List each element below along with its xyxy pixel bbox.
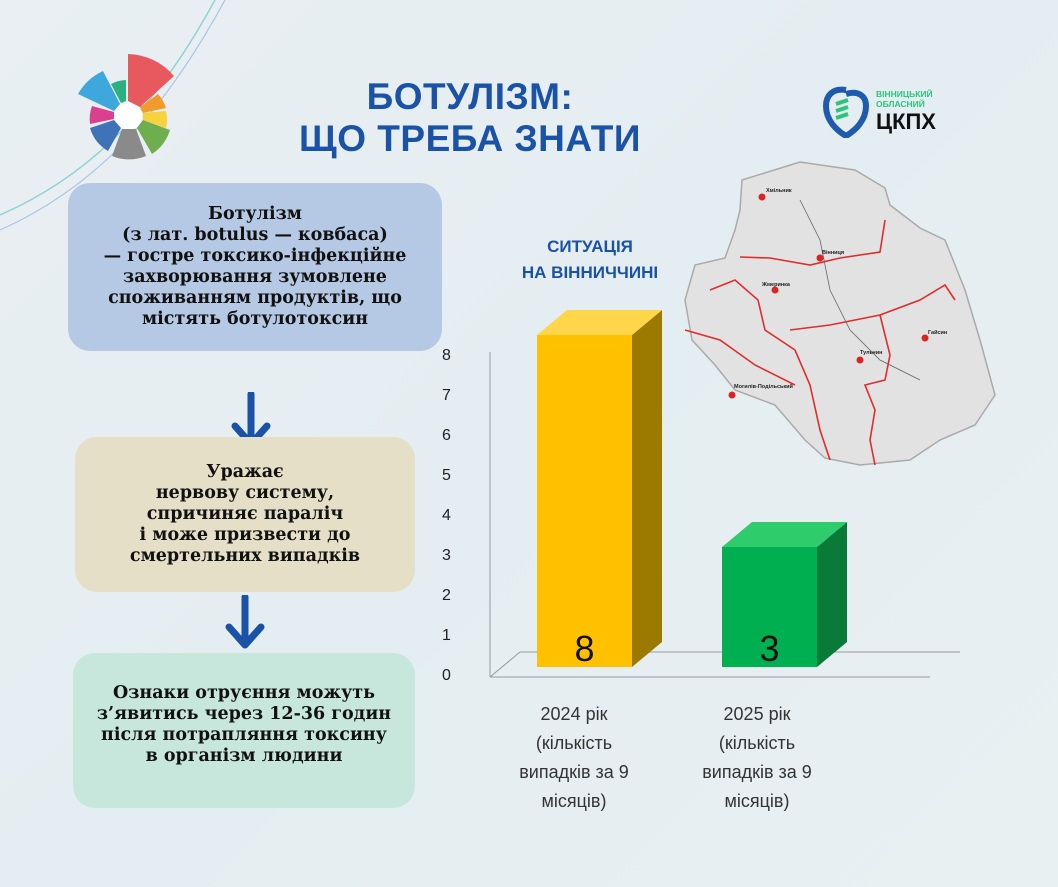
city-label: Жмеринка xyxy=(762,282,790,288)
bar-2024 xyxy=(537,335,632,667)
data-label: 3 xyxy=(759,628,780,669)
city-label: Хмільник xyxy=(766,188,792,194)
shield-logo-icon xyxy=(822,86,870,138)
x-label-line: випадків за 9 xyxy=(519,762,629,782)
y-tick-label: 6 xyxy=(442,427,451,444)
box-line: (з лат. botulus — ковбаса) xyxy=(122,225,388,245)
bar-side xyxy=(632,310,662,667)
cases-bar-chart xyxy=(430,300,990,700)
x-label-line: 2024 рік xyxy=(540,704,608,724)
box-line: — гостре токсико-інфекційне xyxy=(103,246,407,266)
logo-text-3: ЦКПХ xyxy=(876,109,936,134)
bar-side xyxy=(817,522,847,667)
x-label-line: випадків за 9 xyxy=(702,762,812,782)
city-label: Вінниця xyxy=(822,250,845,256)
y-axis xyxy=(490,352,520,677)
y-tick-label: 2 xyxy=(442,587,451,604)
x-label-line: (кількість xyxy=(718,733,796,753)
box-line: смертельних випадків xyxy=(129,546,361,566)
y-tick-label: 1 xyxy=(442,627,451,644)
y-tick-label: 7 xyxy=(442,387,451,404)
box-line: і може призвести до xyxy=(139,525,351,545)
logo-text-1: ВІННИЦЬКИЙ xyxy=(876,89,933,99)
box-line: в організм людини xyxy=(145,746,343,766)
city-label: Могилів-Подільський xyxy=(734,384,793,390)
y-tick-label: 3 xyxy=(442,547,451,564)
situation-line-2: НА ВІННИЧЧИНІ xyxy=(521,263,659,282)
y-tick-label: 8 xyxy=(442,347,451,364)
box-line: Ознаки отруєння можуть xyxy=(113,683,375,703)
box-line: з’явитись через 12-36 годин xyxy=(96,704,392,724)
box-line: споживанням продуктів, що xyxy=(108,288,402,308)
x-label-line: (кількість xyxy=(535,733,613,753)
city-label: Гайсин xyxy=(928,330,948,336)
title-line-1: БОТУЛІЗМ: xyxy=(366,76,574,117)
health-wheel-icon xyxy=(68,46,188,176)
box-line: Ботулізм xyxy=(207,204,303,224)
ckph-logo xyxy=(822,86,936,138)
box-line: спричиняє параліч xyxy=(146,504,344,524)
x-label-2024 xyxy=(489,700,659,816)
logo-text-2: ОБЛАСНИЙ xyxy=(876,99,925,109)
page-title xyxy=(250,76,690,160)
symptoms-box xyxy=(73,653,415,808)
city-label: Тульчин xyxy=(860,350,883,356)
definition-box xyxy=(68,183,442,351)
y-tick-label: 0 xyxy=(442,667,451,684)
x-label-2025 xyxy=(672,700,842,816)
x-label-line: місяців) xyxy=(724,791,790,811)
y-tick-label: 5 xyxy=(442,467,451,484)
box-line: Уражає xyxy=(206,462,284,482)
data-label: 8 xyxy=(574,628,595,669)
title-line-2: ЩО ТРЕБА ЗНАТИ xyxy=(299,118,641,159)
box-line: містять ботулотоксин xyxy=(141,309,369,329)
x-label-line: 2025 рік xyxy=(723,704,791,724)
situation-line-1: СИТУАЦІЯ xyxy=(547,237,633,256)
box-line: захворювання зумовлене xyxy=(123,267,387,287)
arrow-down-icon xyxy=(224,595,266,657)
box-line: нервову систему, xyxy=(155,483,335,503)
situation-heading xyxy=(480,234,700,286)
effects-box xyxy=(75,437,415,592)
x-label-line: місяців) xyxy=(541,791,607,811)
y-tick-label: 4 xyxy=(442,507,451,524)
box-line: після потрапляння токсину xyxy=(101,725,387,745)
